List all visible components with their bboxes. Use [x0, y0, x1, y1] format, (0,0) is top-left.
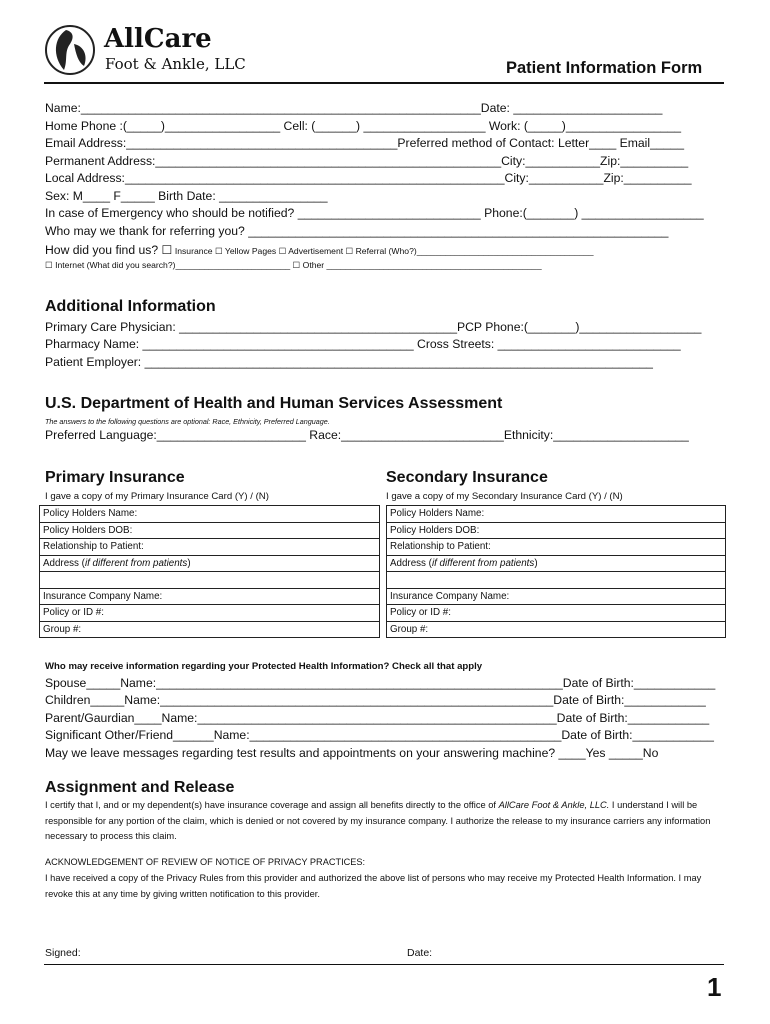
internet-line: ☐ Internet (What did you search?)________________________ ☐ Other _____________________________________________ [45, 260, 542, 270]
secondary-address-close: ) [534, 557, 538, 569]
hhs-note: The answers to the following questions are optional: Race, Ethnicity, Preferred Language. [45, 417, 330, 426]
primary-relationship[interactable]: Relationship to Patient: [40, 539, 380, 556]
assignment-paragraph [45, 798, 725, 845]
language-line: Preferred Language:______________________ Race:________________________Ethnicity:____________________ [45, 428, 689, 442]
date-label: Date: [407, 947, 433, 959]
parent-line: Parent/Gaurdian____Name:_____________________________________________________Date of Birth:____________ [45, 711, 710, 725]
secondary-address[interactable] [387, 555, 726, 572]
sex-birthdate-line: Sex: M____ F_____ Birth Date: ________________ [45, 189, 328, 203]
secondary-policy-holder-name[interactable]: Policy Holders Name: [387, 506, 726, 523]
table-row [387, 555, 726, 572]
name-line: Name:___________________________________________________________Date: ______________________ [45, 101, 663, 115]
table-row [40, 555, 380, 572]
table-row [40, 506, 380, 523]
secondary-insurance-table [386, 505, 726, 638]
assignment-text-b: I understand I will be responsible for any portion of the claim, which is denied or not covered by my insurance company. I authorize the release to my insurance carriers any information necessary to process this claim. [45, 800, 711, 841]
secondary-address-note: if different from patients [431, 557, 535, 569]
hhs-heading: U.S. Department of Health and Human Services Assessment [45, 395, 503, 412]
signed-label: Signed: [45, 947, 81, 959]
table-row [387, 588, 726, 605]
secondary-policy-holder-dob[interactable]: Policy Holders DOB: [387, 522, 726, 539]
table-row [387, 605, 726, 622]
additional-heading: Additional Information [45, 298, 216, 315]
primary-address-close: ) [187, 557, 191, 569]
significant-other-line: Significant Other/Friend______Name:______________________________________________Date of Birth:____________ [45, 728, 714, 742]
primary-card-line: I gave a copy of my Primary Insurance Card (Y) / (N) [45, 491, 269, 502]
primary-address-note: if different from patients [84, 557, 188, 569]
table-row [387, 572, 726, 589]
primary-policy-id[interactable]: Policy or ID #: [40, 605, 380, 622]
table-row [40, 522, 380, 539]
page-number: 1 [707, 972, 722, 1002]
primary-insurance-heading: Primary Insurance [45, 469, 185, 486]
table-row [387, 506, 726, 523]
phi-heading: Who may receive information regarding your Protected Health Information? Check all that apply [45, 661, 483, 672]
header-rule [44, 82, 724, 84]
children-line: Children_____Name:__________________________________________________________Date of Birth:____________ [45, 693, 706, 707]
pharmacy-line: Pharmacy Name: ________________________________________ Cross Streets: ___________________________ [45, 337, 681, 351]
secondary-relationship[interactable]: Relationship to Patient: [387, 539, 726, 556]
logo-main-text: AllCare [104, 24, 212, 54]
emergency-line: In case of Emergency who should be notified? ___________________________ Phone:(_______) __________________ [45, 206, 704, 220]
assignment-heading: Assignment and Release [45, 779, 235, 796]
table-row [40, 621, 380, 638]
assignment-text-a: I certify that I, and or my dependent(s) have insurance coverage and assign all benefits directly to the office of [45, 800, 499, 810]
primary-insurance-company[interactable]: Insurance Company Name: [40, 588, 380, 605]
find-us-options: Insurance ☐ Yellow Pages ☐ Advertisement ☐ Referral (Who?)_____________________________________ [172, 246, 594, 256]
local-address-line: Local Address:________________________________________________________City:___________Zip:__________ [45, 171, 692, 185]
secondary-address-cont[interactable] [387, 572, 726, 589]
table-row [40, 605, 380, 622]
primary-insurance-table [39, 505, 380, 638]
permanent-address-line: Permanent Address:___________________________________________________City:___________Zip:__________ [45, 154, 689, 168]
ack-paragraph: I have received a copy of the Privacy Rules from this provider and authorized the above list of persons who may receive my Protected Health Information. I may revoke this at any time by giving written notification to this provider. [45, 873, 702, 899]
logo-sub-text: Foot & Ankle, LLC [105, 55, 246, 73]
find-us-line [45, 241, 594, 259]
table-row [387, 621, 726, 638]
spouse-line: Spouse_____Name:____________________________________________________________Date of Birth:____________ [45, 676, 716, 690]
secondary-policy-id[interactable]: Policy or ID #: [387, 605, 726, 622]
logo-foot-icon [44, 22, 102, 78]
referring-line: Who may we thank for referring you? ______________________________________________________________ [45, 224, 669, 238]
secondary-group[interactable]: Group #: [387, 621, 726, 638]
ack-heading: ACKNOWLEDGEMENT OF REVIEW OF NOTICE OF PRIVACY PRACTICES: [45, 857, 366, 867]
phone-line: Home Phone :(_____)_________________ Cell: (______) __________________ Work: (_____)_________________ [45, 119, 682, 133]
primary-address-label: Address ( [43, 557, 85, 569]
table-row [40, 539, 380, 556]
primary-policy-holder-name[interactable]: Policy Holders Name: [40, 506, 380, 523]
table-row [387, 539, 726, 556]
primary-policy-holder-dob[interactable]: Policy Holders DOB: [40, 522, 380, 539]
employer-line: Patient Employer: ___________________________________________________________________________ [45, 355, 653, 369]
assignment-company: AllCare Foot & Ankle, LLC. [498, 800, 610, 810]
table-row [40, 588, 380, 605]
primary-group[interactable]: Group #: [40, 621, 380, 638]
table-row [40, 572, 380, 589]
find-us-prefix: How did you find us? ☐ [45, 243, 173, 257]
messages-line: May we leave messages regarding test results and appointments on your answering machine? ____Yes _____No [45, 746, 659, 760]
logo [44, 22, 254, 78]
primary-address[interactable] [40, 555, 380, 572]
pcp-line: Primary Care Physician: _________________________________________PCP Phone:(_______)__________________ [45, 320, 702, 334]
table-row [387, 522, 726, 539]
secondary-insurance-company[interactable]: Insurance Company Name: [387, 588, 726, 605]
signature-rule [44, 964, 724, 965]
primary-address-cont[interactable] [40, 572, 380, 589]
form-title: Patient Information Form [506, 59, 703, 77]
secondary-card-line: I gave a copy of my Secondary Insurance Card (Y) / (N) [386, 491, 623, 502]
email-line: Email Address:________________________________________Preferred method of Contact: Letter____ Email_____ [45, 136, 684, 150]
secondary-insurance-heading: Secondary Insurance [386, 469, 548, 486]
secondary-address-label: Address ( [390, 557, 432, 569]
